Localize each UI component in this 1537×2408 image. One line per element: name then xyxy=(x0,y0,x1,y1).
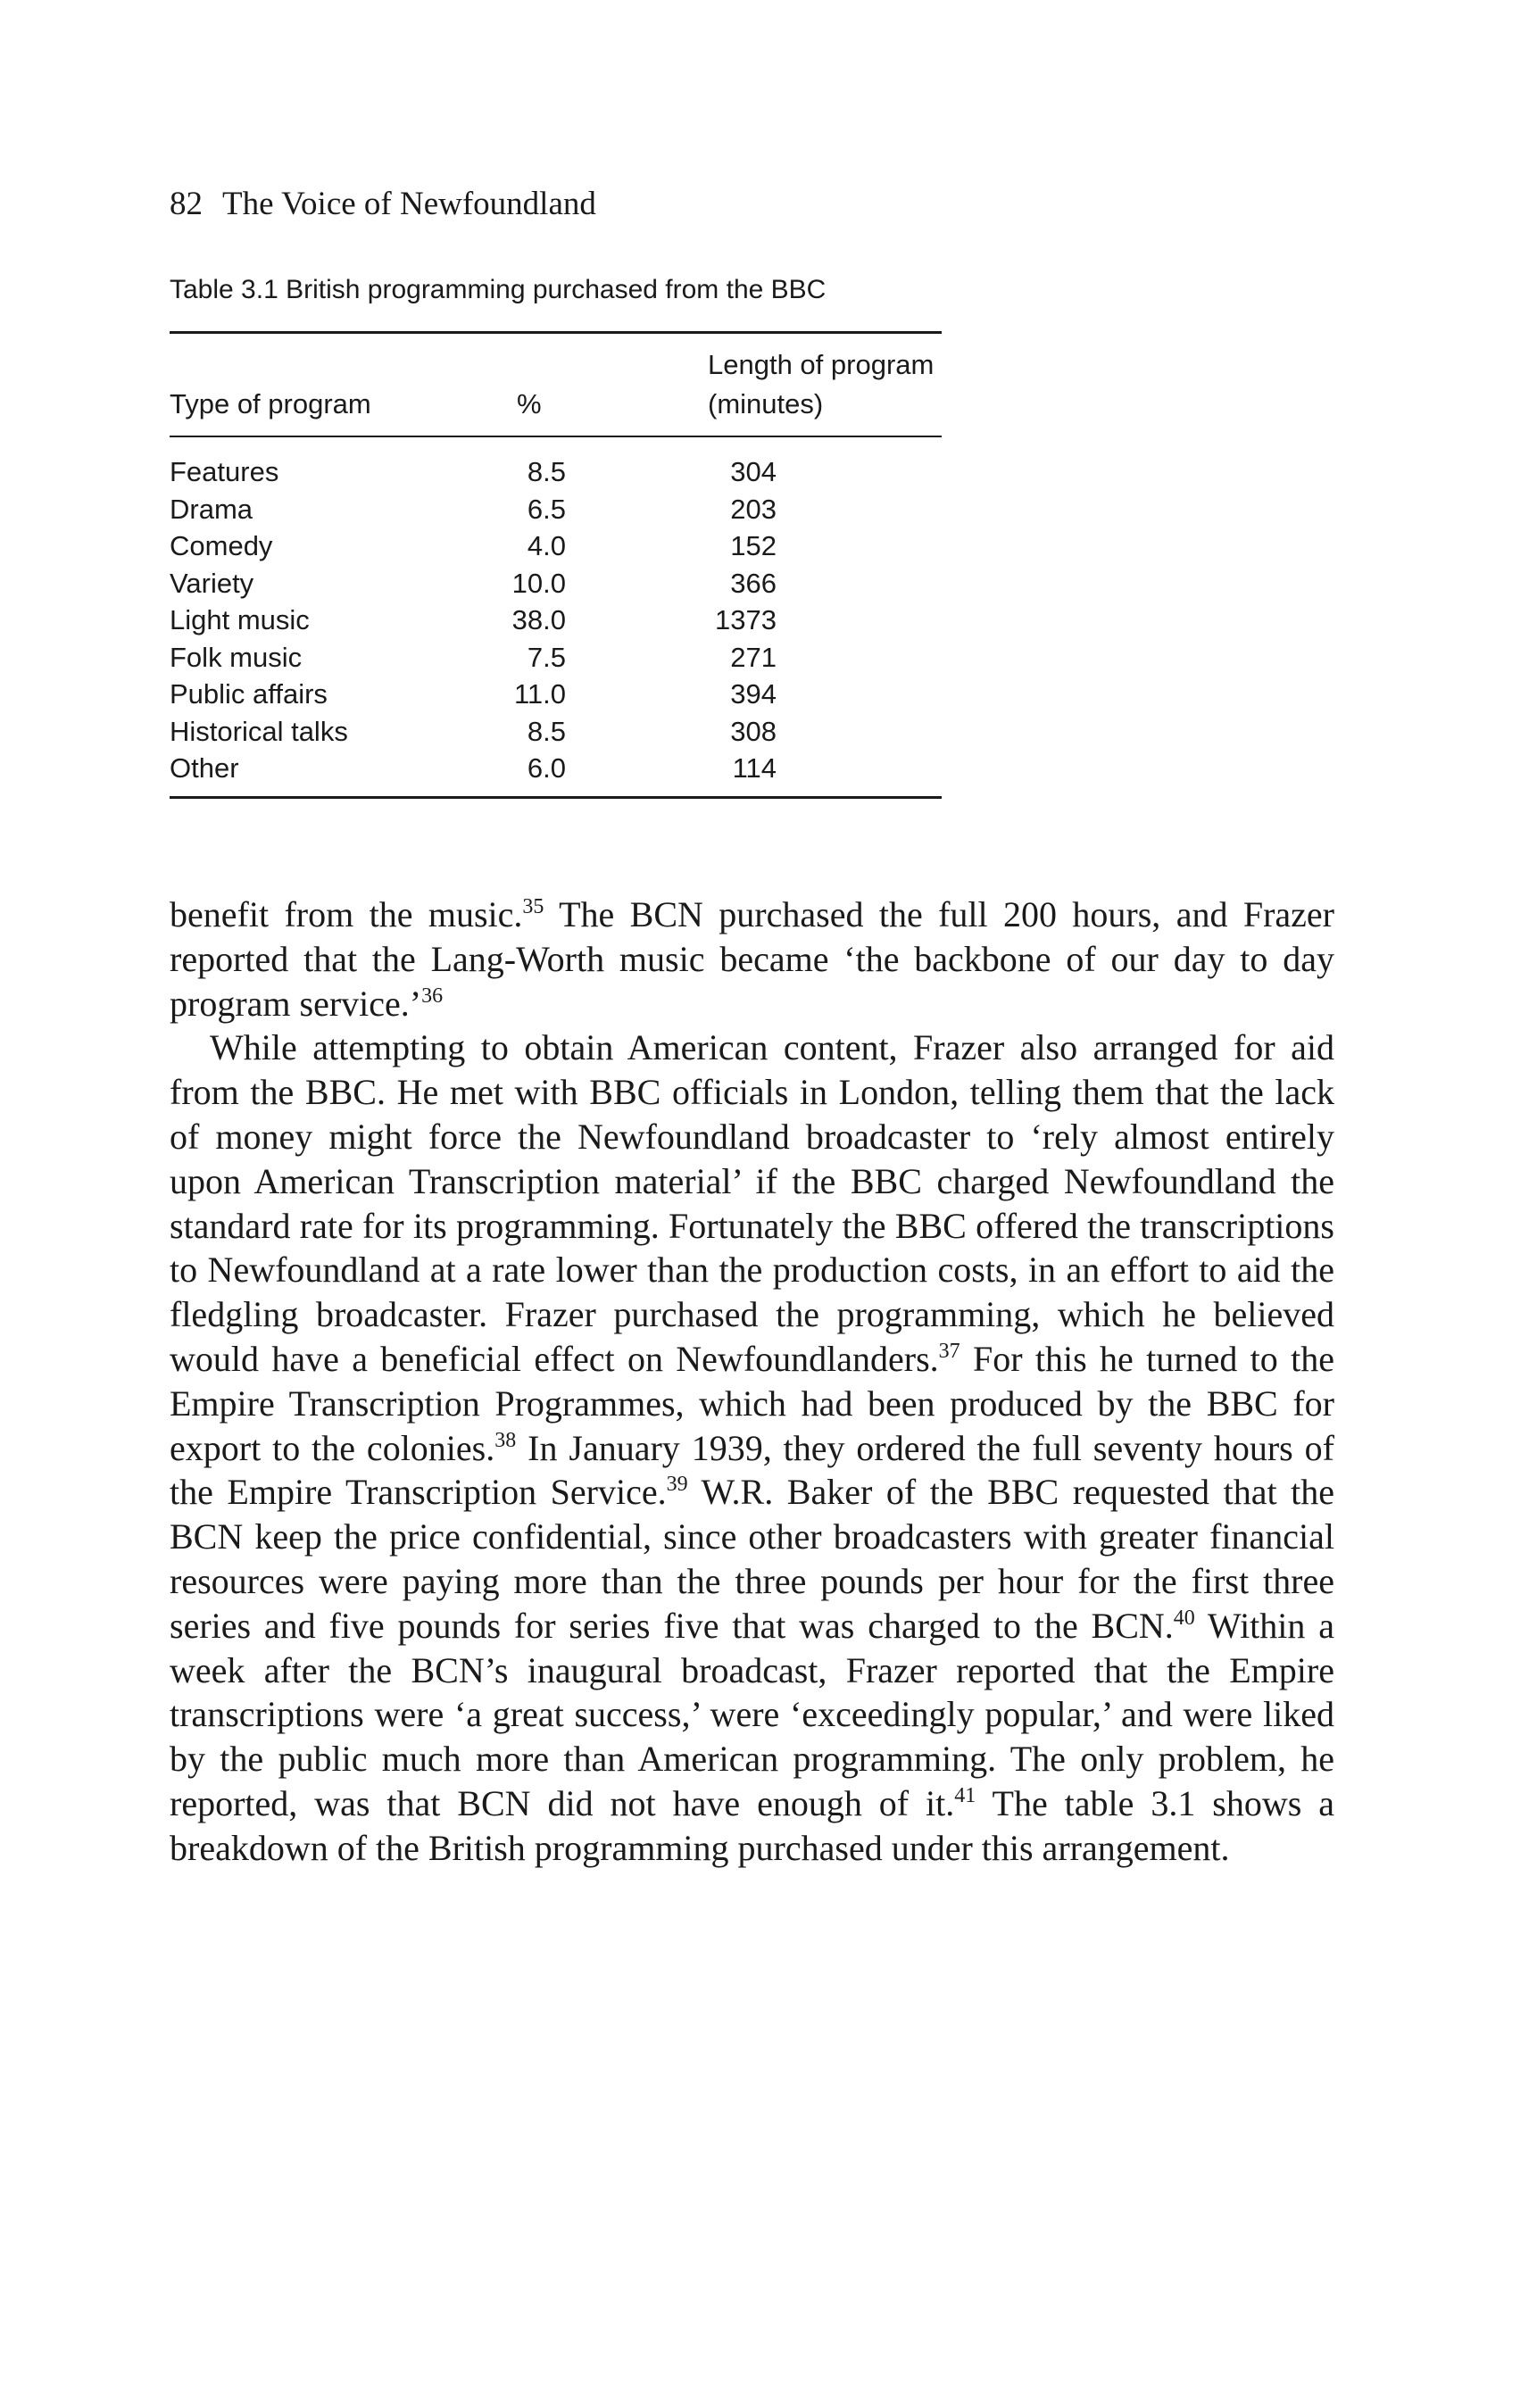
table-row xyxy=(170,676,942,713)
table-row xyxy=(170,602,942,639)
table-row xyxy=(170,750,942,796)
footnote-ref: 41 xyxy=(954,1783,976,1807)
cell-type: Public affairs xyxy=(170,678,328,710)
cell-length: 366 xyxy=(730,567,777,599)
table-row xyxy=(170,437,942,491)
text-run: The table 3.1 shows a breakdown of the British programming purchased under this arrangement. xyxy=(170,1782,1334,1868)
text-run: The BCN purchased the full 200 hours, and Frazer reported that the Lang-Worth music became ‘the backbone of our day to day program service.’ xyxy=(170,894,1334,1024)
table-row xyxy=(170,491,942,528)
cell-percent: 10.0 xyxy=(511,567,566,599)
cell-percent: 6.0 xyxy=(527,752,566,784)
header-length xyxy=(616,334,942,436)
cell-type: Features xyxy=(170,456,279,487)
footnote-ref: 35 xyxy=(522,895,544,918)
running-head xyxy=(170,185,596,224)
footnote-ref: 38 xyxy=(494,1428,517,1452)
paragraph-1 xyxy=(170,893,1334,1025)
cell-percent: 38.0 xyxy=(511,604,566,635)
cell-percent: 8.5 xyxy=(527,715,566,747)
running-title: The Voice of Newfoundland xyxy=(222,186,596,222)
cell-type: Light music xyxy=(170,604,310,635)
cell-length: 394 xyxy=(730,678,777,710)
footnote-ref: 36 xyxy=(421,984,444,1008)
programming-table xyxy=(170,334,942,796)
table-row xyxy=(170,527,942,565)
table-body xyxy=(170,437,942,796)
table-row xyxy=(170,639,942,677)
cell-length: 304 xyxy=(730,456,777,487)
table-row xyxy=(170,565,942,602)
cell-percent: 6.5 xyxy=(527,493,566,525)
header-length-line2: (minutes) xyxy=(708,388,824,419)
text-run: Within a week after the BCN’s inaugural broadcast, Frazer reported that the Empire transcriptions were ‘a great success,’ were ‘exceedingly popular,’ and were liked by the public much more than American programming. The only problem, he reported, was that BCN did not have enough of it. xyxy=(170,1605,1334,1823)
table-row xyxy=(170,713,942,751)
cell-percent: 11.0 xyxy=(513,678,566,710)
paragraph-2 xyxy=(170,1025,1334,1870)
cell-percent: 4.0 xyxy=(527,530,566,561)
header-length-line1: Length of program xyxy=(708,349,935,380)
footnote-ref: 39 xyxy=(666,1473,688,1497)
cell-length: 308 xyxy=(730,715,777,747)
cell-type: Historical talks xyxy=(170,715,348,747)
cell-length: 152 xyxy=(730,530,777,561)
table-bottom-rule xyxy=(170,796,942,799)
cell-length: 114 xyxy=(732,752,777,784)
cell-length: 271 xyxy=(730,641,777,673)
header-percent: % xyxy=(517,388,542,419)
text-run: W.R. Baker of the BBC requested that the BCN keep the price confidential, since other broadcasters with greater financial resources were paying more than the three pounds per hour for the first three series and five pounds for series five that was charged to the BCN. xyxy=(170,1472,1335,1646)
cell-type: Variety xyxy=(170,567,254,599)
table-header-row xyxy=(170,334,942,436)
cell-type: Folk music xyxy=(170,641,303,673)
cell-type: Other xyxy=(170,752,239,784)
table-block xyxy=(170,272,942,799)
text-run: In January 1939, they ordered the full seventy hours of the Empire Transcription Service. xyxy=(170,1427,1334,1513)
cell-type: Drama xyxy=(170,493,253,525)
text-run: benefit from the music. xyxy=(170,894,523,934)
cell-percent: 7.5 xyxy=(527,641,566,673)
footnote-ref: 40 xyxy=(1173,1606,1195,1630)
cell-length: 203 xyxy=(730,493,777,525)
cell-type: Comedy xyxy=(170,530,273,561)
body-text xyxy=(170,893,1334,1871)
text-run: While attempting to obtain American content, Frazer also arranged for aid from the BBC. He met with BBC officials in London, telling them that the lack of money might force the Newfoundland broadcaster to ‘rely almost entirely upon American Transcription material’ if the BBC charged Newfoundland the standard rate for its programming. Fortunately the BBC offered the transcriptions to Newfoundland at a rate lower than the production costs, in an effort to aid the fledgling broadcaster. Frazer purchased the programming, which he believed would have a beneficial effect on Newfoundlanders. xyxy=(170,1027,1334,1379)
cell-percent: 8.5 xyxy=(527,456,566,487)
cell-length: 1373 xyxy=(715,604,777,635)
header-type: Type of program xyxy=(170,388,371,419)
page-number: 82 xyxy=(170,186,203,222)
text-run: For this he turned to the Empire Transcription Programmes, which had been produced by the BBC for export to the colonies. xyxy=(170,1338,1334,1468)
table-caption: Table 3.1 British programming purchased from the BBC xyxy=(170,275,827,304)
footnote-ref: 37 xyxy=(938,1339,960,1363)
